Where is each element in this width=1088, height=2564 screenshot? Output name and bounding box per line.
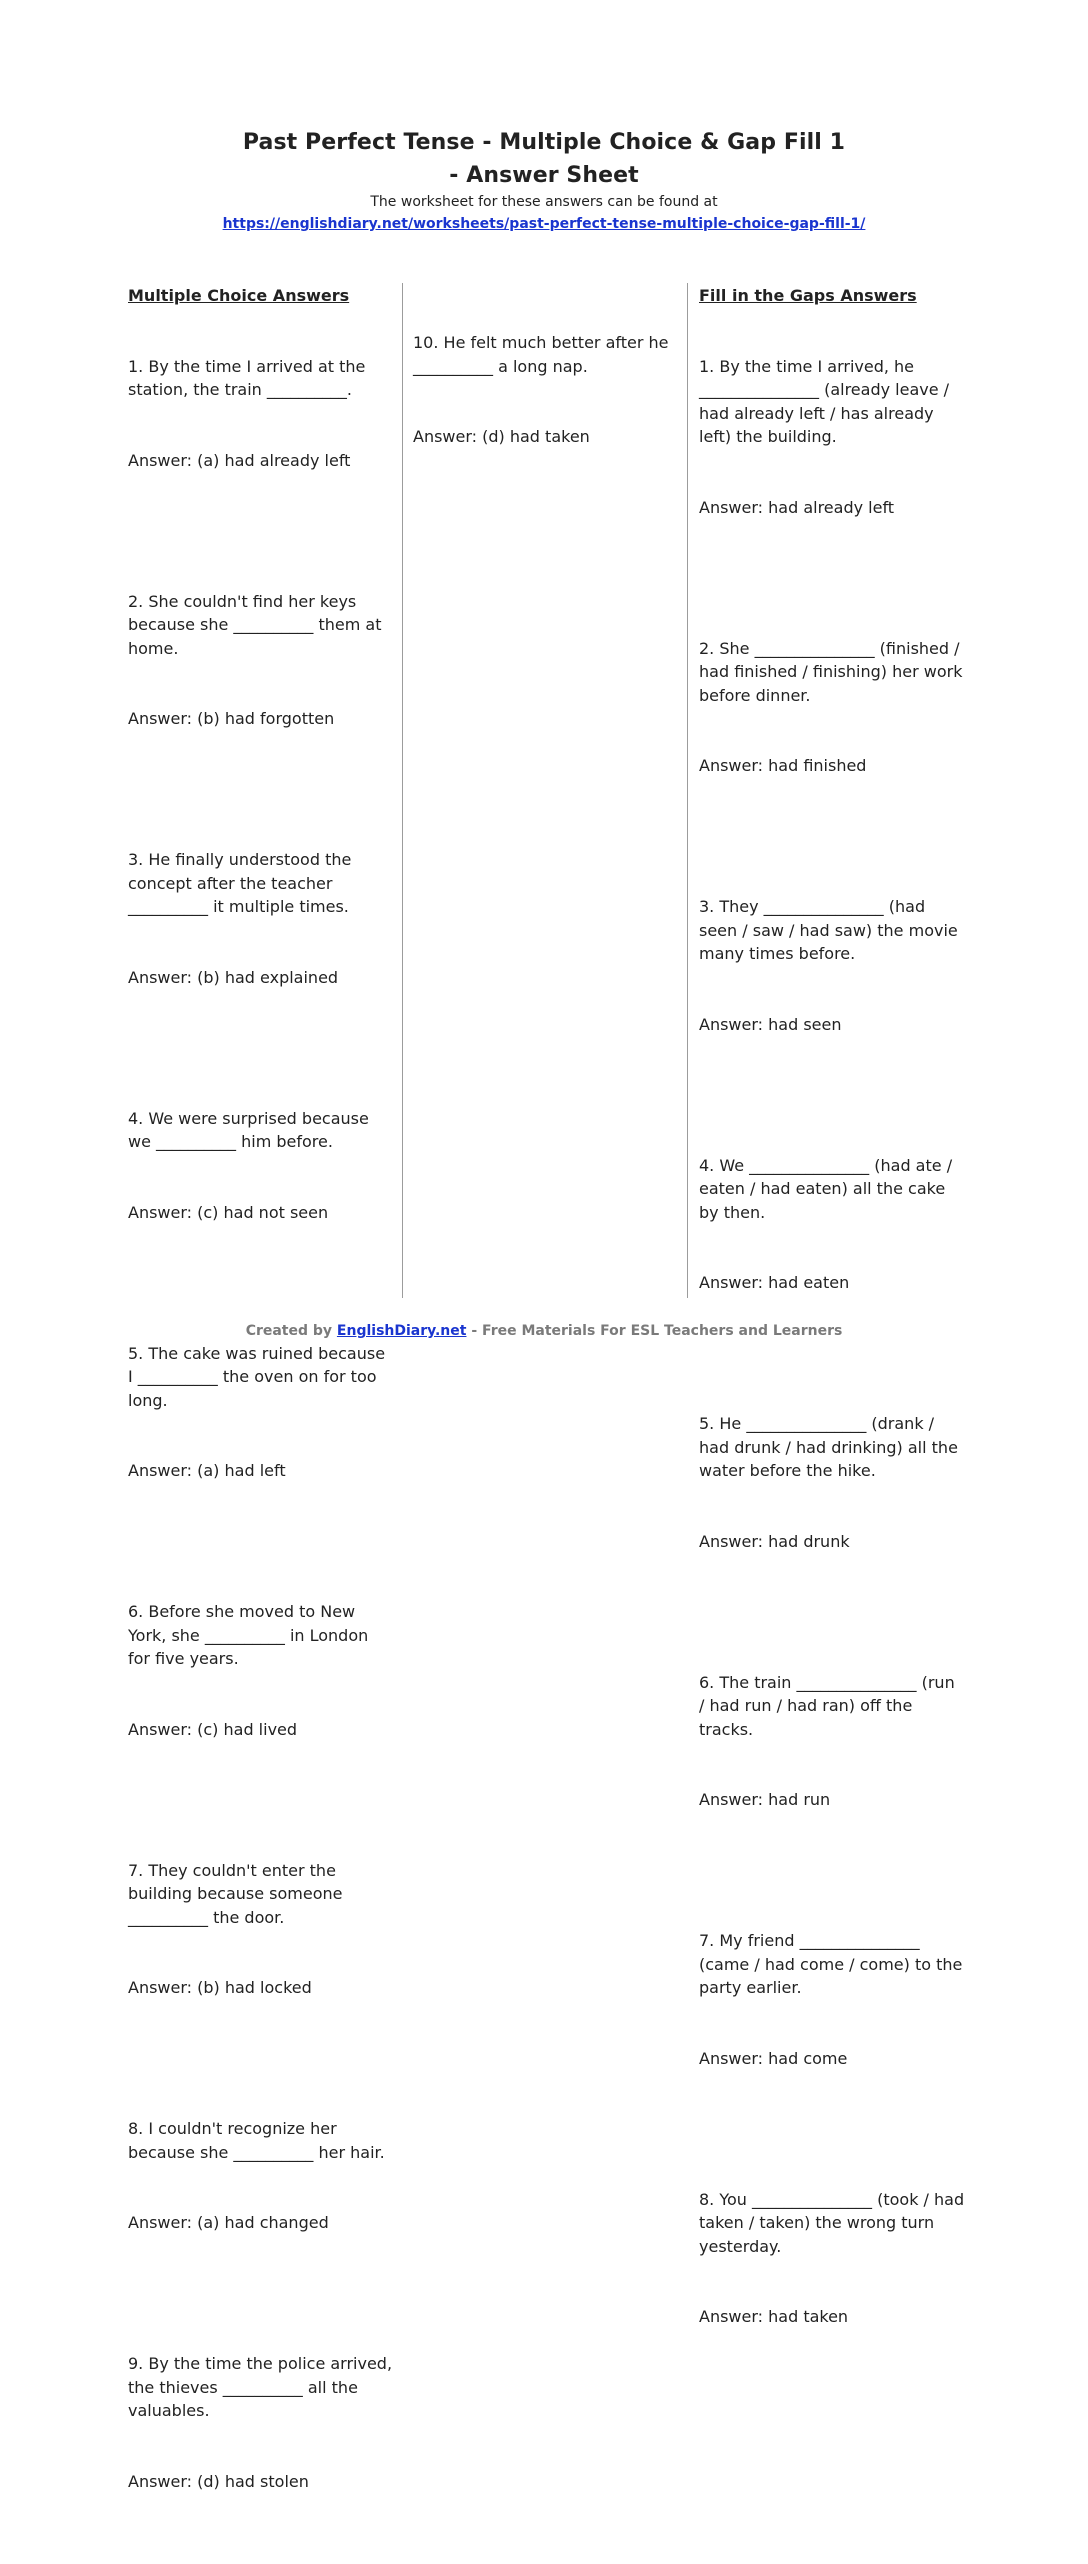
title-line-1: Past Perfect Tense - Multiple Choice & Gap Fill 1 — [242, 130, 846, 155]
mc-question: 3. He finally understood the concept after the teacher __________ it multiple times. — [128, 850, 357, 916]
mc-item-10 — [413, 284, 679, 496]
gf-item-4 — [699, 1107, 965, 1342]
gf-answer: Answer: had run — [699, 1790, 831, 1809]
mc-answer: Answer: (b) had locked — [128, 1978, 312, 1997]
gf-item-2 — [699, 590, 968, 825]
gf-question: 5. He _______________ (drank / had drunk / had drinking) all the water before the hike. — [699, 1414, 964, 1480]
mc-question: 4. We were surprised because we __________ him before. — [128, 1108, 374, 1151]
mc-item-2 — [128, 543, 394, 778]
worksheet-link[interactable]: https://englishdiary.net/worksheets/past-perfect-tense-multiple-choice-gap-fill-1/ — [222, 216, 866, 232]
mc-question: 10. He felt much better after he __________ a long nap. — [413, 333, 674, 376]
gf-question: 8. You _______________ (took / had taken / taken) the wrong turn yesterday. — [699, 2189, 970, 2256]
mc-item-1 — [128, 308, 394, 520]
gap-fill-heading: Fill in the Gaps Answers — [699, 286, 917, 305]
gf-answer: Answer: had come — [699, 2048, 848, 2068]
mc-answer: Answer: (c) had not seen — [128, 1202, 329, 1222]
multiple-choice-heading: Multiple Choice Answers — [128, 286, 350, 305]
mc-answer: Answer: (c) had lived — [128, 1719, 298, 1739]
mc-question: 1. By the time I arrived at the station, the train __________. — [128, 356, 371, 399]
gf-item-5 — [699, 1365, 965, 1600]
mc-answer: Answer: (a) had already left — [128, 450, 351, 470]
gf-answer: Answer: had finished — [699, 756, 867, 775]
mc-item-8 — [128, 2070, 394, 2282]
mc-question: 2. She couldn't find her keys because she __________ them at home. — [128, 591, 387, 658]
gf-answer: Answer: had taken — [699, 2307, 849, 2326]
mc-question: 5. The cake was ruined because I __________ the oven on for too long. — [128, 1343, 391, 1410]
mc-answer: Answer: (d) had taken — [413, 427, 590, 446]
mc-item-4 — [128, 1060, 394, 1272]
footer — [0, 1321, 1088, 1341]
mc-question: 9. By the time the police arrived, the thieves __________ all the valuables. — [128, 2354, 398, 2420]
title-line-2: - Answer Sheet — [449, 163, 639, 188]
mc-item-6 — [128, 1553, 394, 1788]
footer-link[interactable]: EnglishDiary.net — [336, 1323, 467, 1339]
mc-item-3 — [128, 801, 394, 1036]
gf-question: 1. By the time I arrived, he _______________ (already leave / had already left / has already left) the building. — [699, 356, 955, 446]
gf-question: 2. She _______________ (finished / had finished / finishing) her work before dinner. — [699, 638, 968, 705]
gf-item-3 — [699, 848, 965, 1083]
mc-answer: Answer: (b) had forgotten — [128, 709, 335, 728]
mc-question: 7. They couldn't enter the building because someone __________ the door. — [128, 1860, 348, 1927]
gf-question: 4. We _______________ (had ate / eaten / had eaten) all the cake by then. — [699, 1155, 958, 1222]
gf-question: 7. My friend _______________ (came / had come / come) to the party earlier. — [699, 1931, 968, 1997]
gf-answer: Answer: had seen — [699, 1014, 842, 1034]
gf-answer: Answer: had already left — [699, 497, 895, 517]
gf-answer: Answer: had drunk — [699, 1531, 850, 1551]
gf-item-1 — [699, 308, 965, 567]
column-divider-2 — [687, 283, 688, 1298]
footer-suffix: - Free Materials For ESL Teachers and Learners — [466, 1323, 843, 1339]
gf-question: 3. They _______________ (had seen / saw / had saw) the movie many times before. — [699, 897, 963, 963]
gf-item-7 — [699, 1882, 968, 2117]
gap-fill-column — [699, 284, 970, 2399]
page-title — [0, 126, 1088, 192]
mc-answer: Answer: (d) had stolen — [128, 2471, 309, 2491]
mc-question: 8. I couldn't recognize her because she __________ her hair. — [128, 2119, 385, 2162]
mc-answer: Answer: (b) had explained — [128, 967, 339, 987]
gf-item-6 — [699, 1624, 965, 1859]
multiple-choice-column — [128, 284, 398, 2564]
multiple-choice-column-continued — [413, 284, 679, 519]
gf-item-8 — [699, 2141, 970, 2376]
mc-answer: Answer: (a) had changed — [128, 2213, 329, 2232]
mc-answer: Answer: (a) had left — [128, 1461, 286, 1480]
subtitle: The worksheet for these answers can be found at — [370, 194, 718, 210]
mc-item-9 — [128, 2305, 398, 2540]
mc-item-7 — [128, 1812, 394, 2047]
footer-prefix: Created by — [245, 1323, 337, 1339]
gf-answer: Answer: had eaten — [699, 1273, 850, 1292]
worksheet-link-container — [0, 213, 1088, 235]
gf-question: 6. The train _______________ (run / had run / had ran) off the tracks. — [699, 1672, 960, 1739]
mc-question: 6. Before she moved to New York, she __________ in London for five years. — [128, 1602, 374, 1668]
column-divider-1 — [402, 283, 403, 1298]
